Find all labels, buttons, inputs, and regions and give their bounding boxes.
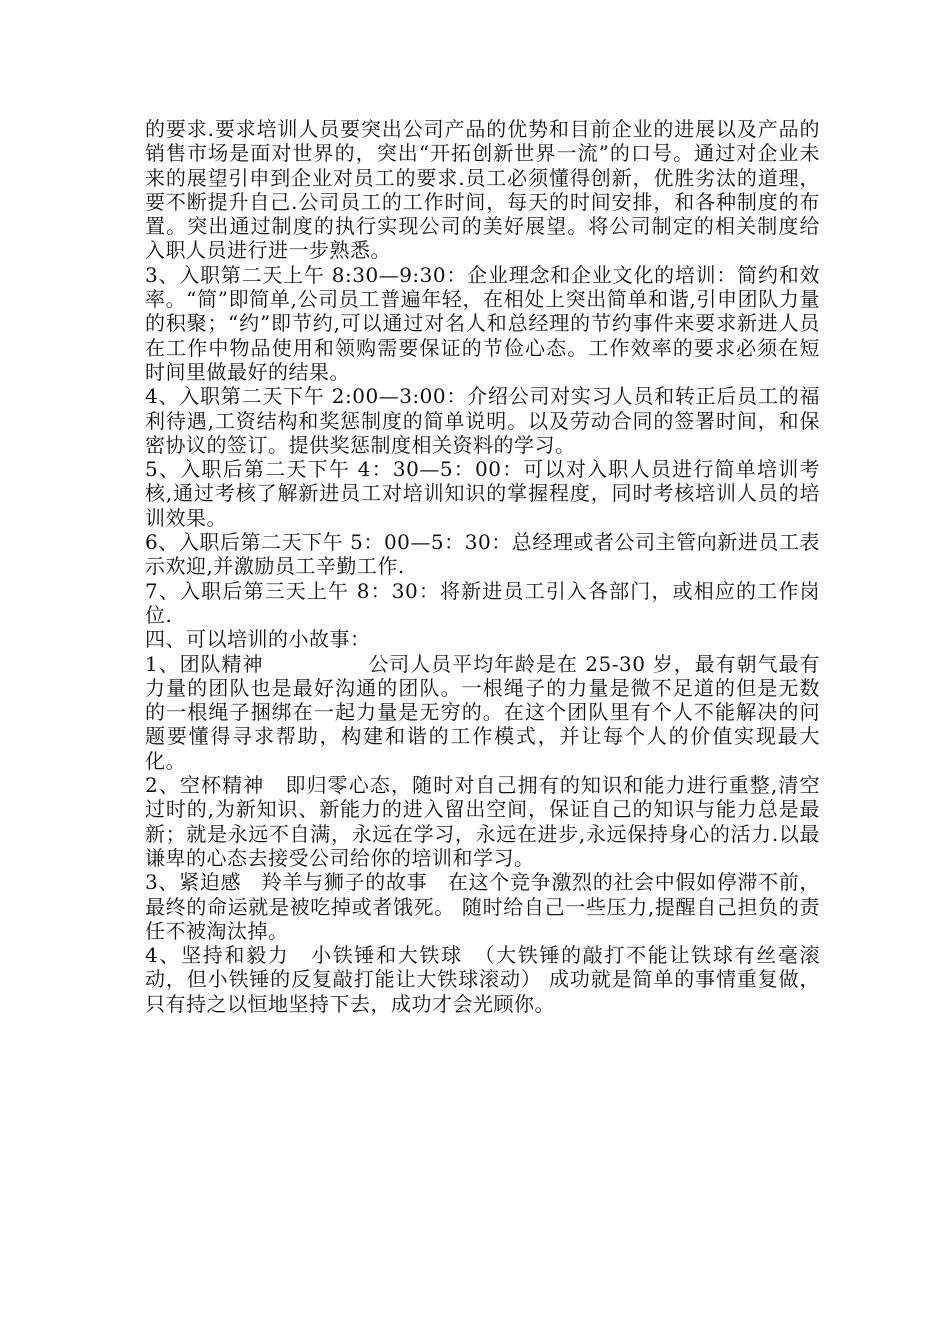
story-team-spirit: 1、团队精神 公司人员平均年龄是在 25-30 岁，最有朝气最有力量的团队也是最好沟通的团队。一根绳子的力量是微不足道的但是无数的一根绳子捆绑在一起力量是无穷的。在这个团队里有个人不能解决的问题要懂得寻求帮助，构建和谐的工作模式，并让每个人的价值实现最大化。 bbox=[145, 651, 820, 773]
paragraph-item-6-welcome: 6、入职后第二天下午 5：00—5：30：总经理或者公司主管向新进员工表示欢迎,并激励员工辛勤工作. bbox=[145, 530, 820, 579]
section-heading-stories: 四、可以培训的小故事： bbox=[145, 627, 371, 652]
paragraph-item-5-assessment: 5、入职后第二天下午 4：30—5：00：可以对入职人员进行简单培训考核,通过考核了解新进员工对培训知识的掌握程度，同时考核培训人员的培训效果。 bbox=[145, 457, 820, 530]
story-empty-cup: 2、空杯精神 即归零心态，随时对自己拥有的知识和能力进行重整,清空过时的,为新知识、新能力的进入留出空间，保证自己的知识与能力总是最新；就是永远不自满，永远在学习，永远在进步,永远保持身心的活力.以最谦卑的心态去接受公司给你的培训和学习。 bbox=[145, 773, 820, 870]
paragraph-item-7-department: 7、入职后第三天上午 8：30：将新进员工引入各部门，或相应的工作岗位. bbox=[145, 578, 820, 627]
paragraph-item-3-culture: 3、入职第二天上午 8:30—9:30：企业理念和企业文化的培训：简约和效率。“简”即简单,公司员工普遍年轻，在相处上突出简单和谐,引申团队力量的积聚；“约”即节约,可以通过对名人和总经理的节约事件来要求新进人员在工作中物品使用和领购需要保证的节俭心态。工作效率的要求必须在短时间里做最好的结果。 bbox=[145, 262, 820, 384]
paragraph-training-requirements: 的要求.要求培训人员要突出公司产品的优势和目前企业的进展以及产品的销售市场是面对世界的，突出“开拓创新世界一流”的口号。通过对企业未来的展望引申到企业对员工的要求.员工必须懂得创新，优胜劣汰的道理，要不断提升自己.公司员工的工作时间，每天的时间安排，和各种制度的布置。突出通过制度的执行实现公司的美好展望。将公司制定的相关制度给入职人员进行进一步熟悉。 bbox=[145, 117, 820, 263]
document-body bbox=[145, 117, 820, 1016]
paragraph-item-4-benefits: 4、入职第二天下午 2:00—3:00：介绍公司对实习人员和转正后员工的福利待遇,工资结构和奖惩制度的简单说明。以及劳动合同的签署时间，和保密协议的签订。提供奖惩制度相关资料的学习。 bbox=[145, 384, 820, 457]
story-persistence: 4、坚持和毅力 小铁锤和大铁球 （大铁锤的敲打不能让铁球有丝毫滚动，但小铁锤的反复敲打能让大铁球滚动） 成功就是简单的事情重复做，只有持之以恒地坚持下去，成功才会光顾你。 bbox=[145, 943, 820, 1016]
story-urgency: 3、紧迫感 羚羊与狮子的故事 在这个竞争激烈的社会中假如停滞不前，最终的命运就是被吃掉或者饿死。 随时给自己一些压力,提醒自己担负的责任不被淘汰掉。 bbox=[145, 870, 820, 943]
